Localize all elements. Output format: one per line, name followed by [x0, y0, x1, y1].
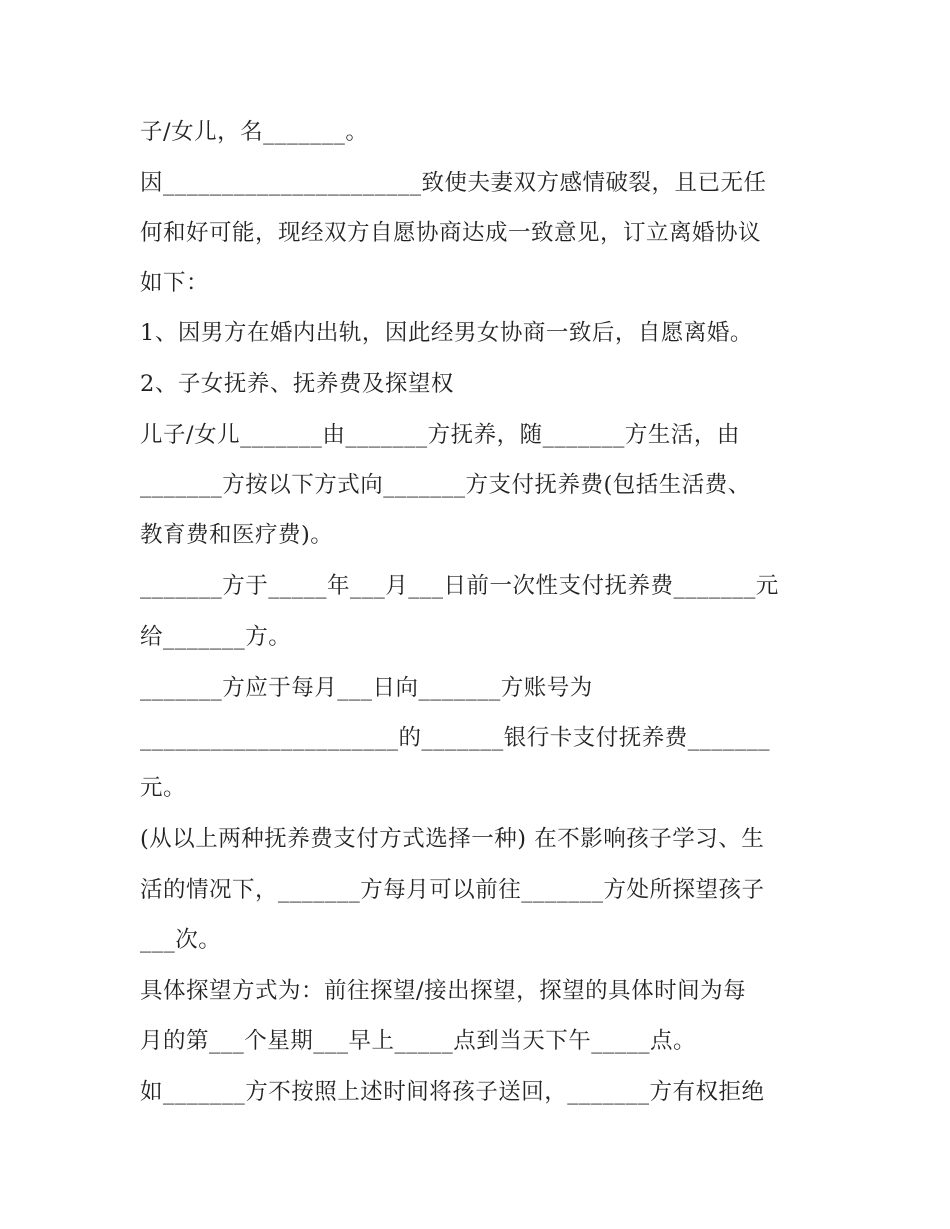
text-line: 如下： — [140, 270, 210, 296]
text-line: 儿子/女儿_______由_______方抚养，随_______方生活，由 — [140, 422, 740, 448]
text-line: (从以上两种抚养费支付方式选择一种) 在不影响孩子学习、生 — [140, 826, 765, 852]
section-heading: 2、子女抚养、抚养费及探望权 — [140, 371, 454, 397]
text-line: 给_______方。 — [140, 624, 292, 650]
text-line: 因______________________致使夫妻双方感情破裂，且已无任 — [140, 170, 767, 196]
text-line: 月的第___个星期___早上_____点到当天下午_____点。 — [140, 1028, 697, 1054]
text-line: 子/女儿，名_______。 — [140, 119, 369, 145]
text-line: 何和好可能，现经双方自愿协商达成一致意见，订立离婚协议 — [140, 220, 762, 246]
text-line: _______方按以下方式向_______方支付抚养费(包括生活费、 — [140, 472, 751, 498]
text-line: 具体探望方式为：前往探望/接出探望，探望的具体时间为每 — [140, 978, 747, 1004]
text-line: 教育费和医疗费)。 — [140, 522, 334, 548]
text-line: 1、因男方在婚内出轨，因此经男女协商一致后，自愿离婚。 — [140, 320, 753, 346]
text-line: _______方于_____年___月___日前一次性支付抚养费_______元 — [140, 573, 779, 599]
text-line: 如_______方不按照上述时间将孩子送回，_______方有权拒绝 — [140, 1079, 765, 1105]
text-line: 活的情况下，_______方每月可以前往_______方处所探望孩子 — [140, 877, 765, 903]
text-line: _______方应于每月___日向_______方账号为 — [140, 675, 593, 701]
text-line: ______________________的_______银行卡支付抚养费_______ — [140, 725, 771, 751]
text-line: ___次。 — [140, 927, 222, 953]
text-line: 元。 — [140, 775, 187, 801]
